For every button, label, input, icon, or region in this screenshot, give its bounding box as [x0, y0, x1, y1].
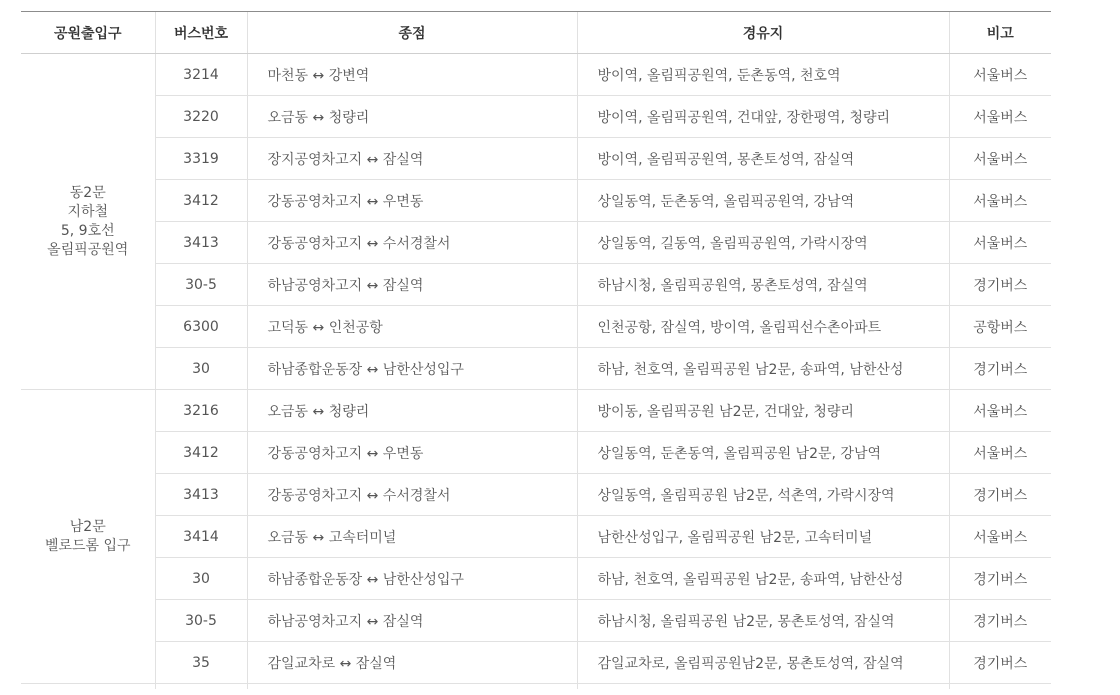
stub-cell: [155, 684, 247, 690]
terminal-cell: 강동공영차고지 ↔ 우면동: [247, 432, 577, 474]
terminal-cell: 고덕동 ↔ 인천공항: [247, 306, 577, 348]
via-cell: 하남, 천호역, 올림픽공원 남2문, 송파역, 남한산성: [577, 348, 949, 390]
bus-route-table-container: [21, 11, 1051, 689]
table-row: [21, 516, 1051, 558]
bus-number-cell: 30: [155, 558, 247, 600]
entrance-line: 남2문: [69, 518, 106, 535]
bus-number-cell: 30-5: [155, 264, 247, 306]
table-row-cut-off: [21, 684, 1051, 690]
via-cell: 감일교차로, 올림픽공원남2문, 몽촌토성역, 잠실역: [577, 642, 949, 684]
via-cell: 방이역, 올림픽공원역, 둔촌동역, 천호역: [577, 54, 949, 96]
terminal-cell: 감일교차로 ↔ 잠실역: [247, 642, 577, 684]
via-cell: 방이동, 올림픽공원 남2문, 건대앞, 청량리: [577, 390, 949, 432]
bus-number-cell: 35: [155, 642, 247, 684]
stub-cell: [949, 684, 1051, 690]
table-row: [21, 54, 1051, 96]
table-row: [21, 138, 1051, 180]
table-row: [21, 180, 1051, 222]
table-row: [21, 264, 1051, 306]
table-row: [21, 558, 1051, 600]
bus-number-cell: 3220: [155, 96, 247, 138]
bus-number-cell: 3319: [155, 138, 247, 180]
terminal-cell: 하남종합운동장 ↔ 남한산성입구: [247, 348, 577, 390]
entrance-cell-south-gate-2: [21, 390, 155, 684]
via-cell: 상일동역, 둔촌동역, 올림픽공원역, 강남역: [577, 180, 949, 222]
terminal-cell: 하남공영차고지 ↔ 잠실역: [247, 264, 577, 306]
terminal-cell: 오금동 ↔ 고속터미널: [247, 516, 577, 558]
bus-number-cell: 3412: [155, 432, 247, 474]
note-cell: 경기버스: [949, 264, 1051, 306]
terminal-cell: 강동공영차고지 ↔ 우면동: [247, 180, 577, 222]
note-cell: 서울버스: [949, 516, 1051, 558]
bus-number-cell: 3412: [155, 180, 247, 222]
table-header-row: [21, 12, 1051, 54]
via-cell: 방이역, 올림픽공원역, 몽촌토성역, 잠실역: [577, 138, 949, 180]
note-cell: 경기버스: [949, 558, 1051, 600]
note-cell: 서울버스: [949, 180, 1051, 222]
stub-cell: [21, 684, 155, 690]
note-cell: 공항버스: [949, 306, 1051, 348]
via-cell: 상일동역, 길동역, 올림픽공원역, 가락시장역: [577, 222, 949, 264]
bus-number-cell: 6300: [155, 306, 247, 348]
terminal-cell: 마천동 ↔ 강변역: [247, 54, 577, 96]
bus-route-table: [21, 11, 1051, 689]
via-cell: 하남시청, 올림픽공원 남2문, 몽촌토성역, 잠실역: [577, 600, 949, 642]
terminal-cell: 오금동 ↔ 청량리: [247, 390, 577, 432]
note-cell: 경기버스: [949, 474, 1051, 516]
note-cell: 서울버스: [949, 54, 1051, 96]
entrance-line: 올림픽공원역: [47, 241, 129, 258]
note-cell: 서울버스: [949, 222, 1051, 264]
via-cell: 방이역, 올림픽공원역, 건대앞, 장한평역, 청량리: [577, 96, 949, 138]
entrance-line: 5, 9호선: [60, 222, 115, 239]
header-note: 비고: [949, 12, 1051, 54]
note-cell: 서울버스: [949, 390, 1051, 432]
bus-number-cell: 30-5: [155, 600, 247, 642]
entrance-line: 벨로드롬 입구: [44, 537, 131, 554]
entrance-line: 지하철: [67, 203, 109, 220]
table-row: [21, 390, 1051, 432]
terminal-cell: 하남종합운동장 ↔ 남한산성입구: [247, 558, 577, 600]
note-cell: 경기버스: [949, 642, 1051, 684]
note-cell: 경기버스: [949, 600, 1051, 642]
terminal-cell: 장지공영차고지 ↔ 잠실역: [247, 138, 577, 180]
terminal-cell: 오금동 ↔ 청량리: [247, 96, 577, 138]
stub-cell: [577, 684, 949, 690]
via-cell: 상일동역, 올림픽공원 남2문, 석촌역, 가락시장역: [577, 474, 949, 516]
terminal-cell: 강동공영차고지 ↔ 수서경찰서: [247, 222, 577, 264]
bus-number-cell: 30: [155, 348, 247, 390]
header-terminal: 종점: [247, 12, 577, 54]
via-cell: 하남, 천호역, 올림픽공원 남2문, 송파역, 남한산성: [577, 558, 949, 600]
table-row: [21, 222, 1051, 264]
bus-number-cell: 3413: [155, 222, 247, 264]
header-bus-number: 버스번호: [155, 12, 247, 54]
bus-number-cell: 3414: [155, 516, 247, 558]
header-via: 경유지: [577, 12, 949, 54]
table-row: [21, 306, 1051, 348]
table-row: [21, 474, 1051, 516]
table-row: [21, 348, 1051, 390]
terminal-cell: 강동공영차고지 ↔ 수서경찰서: [247, 474, 577, 516]
note-cell: 서울버스: [949, 96, 1051, 138]
entrance-cell-east-gate-2: [21, 54, 155, 390]
header-entrance: 공원출입구: [21, 12, 155, 54]
via-cell: 하남시청, 올림픽공원역, 몽촌토성역, 잠실역: [577, 264, 949, 306]
note-cell: 서울버스: [949, 138, 1051, 180]
bus-number-cell: 3216: [155, 390, 247, 432]
via-cell: 인천공항, 잠실역, 방이역, 올림픽선수촌아파트: [577, 306, 949, 348]
note-cell: 경기버스: [949, 348, 1051, 390]
table-row: [21, 432, 1051, 474]
note-cell: 서울버스: [949, 432, 1051, 474]
bus-number-cell: 3214: [155, 54, 247, 96]
stub-cell: [247, 684, 577, 690]
via-cell: 남한산성입구, 올림픽공원 남2문, 고속터미널: [577, 516, 949, 558]
table-row: [21, 600, 1051, 642]
bus-number-cell: 3413: [155, 474, 247, 516]
entrance-line: 동2문: [69, 184, 106, 201]
via-cell: 상일동역, 둔촌동역, 올림픽공원 남2문, 강남역: [577, 432, 949, 474]
table-row: [21, 96, 1051, 138]
terminal-cell: 하남공영차고지 ↔ 잠실역: [247, 600, 577, 642]
table-row: [21, 642, 1051, 684]
